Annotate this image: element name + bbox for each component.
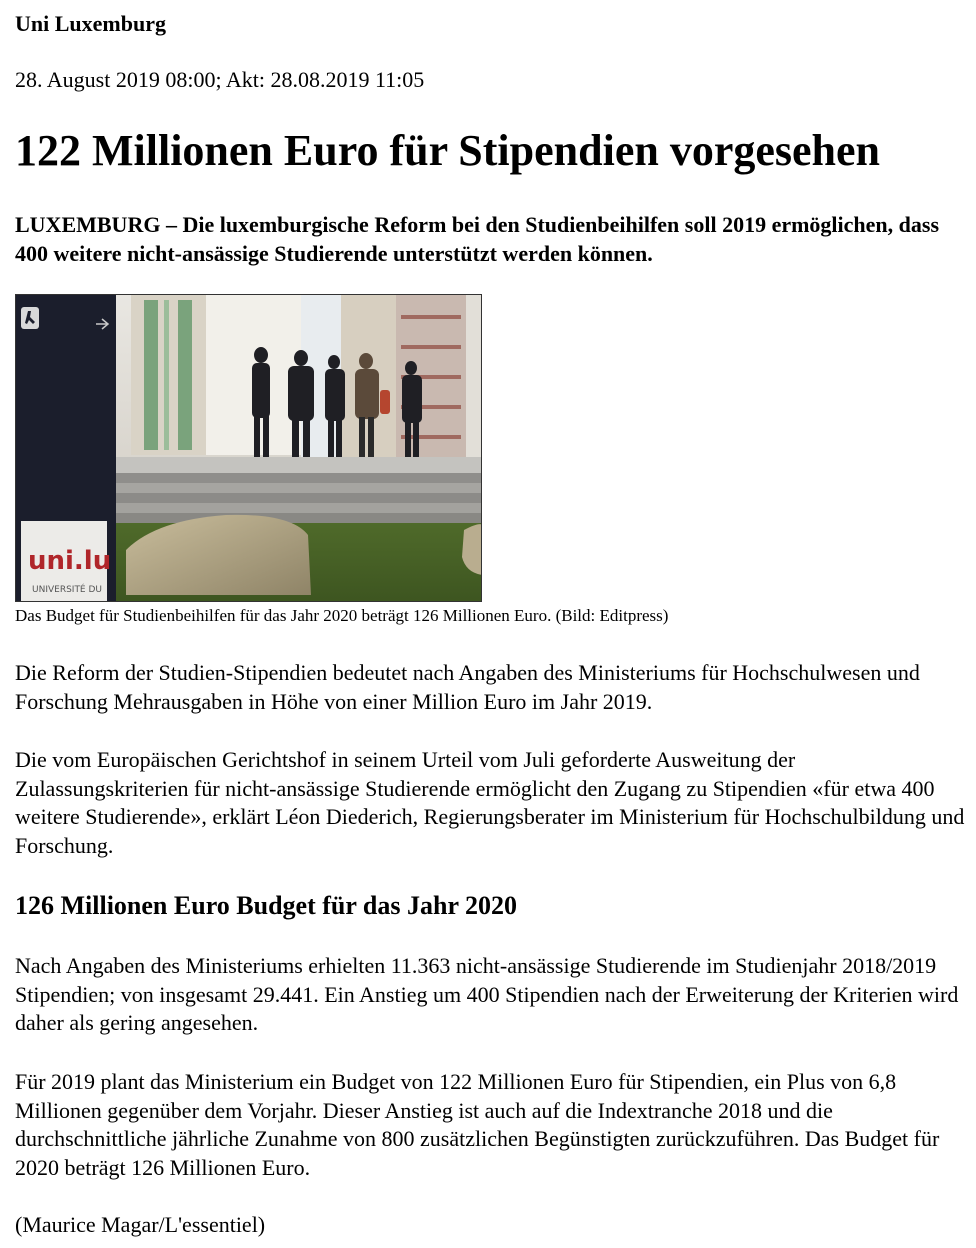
byline: (Maurice Magar/L'essentiel)	[15, 1212, 266, 1237]
body-paragraph: Für 2019 plant das Ministerium ein Budget von 122 Millionen Euro für Stipendien, ein Plus von 6,8 Millionen gegenüber dem Vorjahr. Dieser Anstieg ist auch auf die Indextranche 2018 und die durchschnittliche jährliche Zunahme von 800 zusätzlichen Begünstigten zurückzuführen. Das Budget für 2020 beträgt 126 Millionen Euro.	[15, 1069, 940, 1180]
article-photo	[15, 294, 482, 602]
lead-paragraph: LUXEMBURG – Die luxemburgische Reform bei den Studienbeihilfen soll 2019 ermöglichen, dass 400 weitere nicht-ansässige Studierende unterstützt werden können.	[15, 212, 940, 266]
subheading: 126 Millionen Euro Budget für das Jahr 2020	[15, 891, 518, 920]
headline: 122 Millionen Euro für Stipendien vorgesehen	[15, 126, 881, 175]
section-label: Uni Luxemburg	[15, 11, 166, 36]
body-paragraph: Die Reform der Studien-Stipendien bedeutet nach Angaben des Ministeriums für Hochschulwesen und Forschung Mehrausgaben in Höhe von einer Million Euro im Jahr 2019.	[15, 660, 920, 714]
body-paragraph: Nach Angaben des Ministeriums erhielten 11.363 nicht-ansässige Studierende im Studienjahr 2018/2019 Stipendien; von insgesamt 29.441. Ein Anstieg um 400 Stipendien nach der Erweiterung der Kriterien wird daher als gering angesehen.	[15, 953, 959, 1035]
dateline: 28. August 2019 08:00; Akt: 28.08.2019 11:05	[15, 67, 425, 92]
sign-subtext: UNIVERSITÉ DU	[32, 585, 103, 595]
sign-logo: uni.lu	[28, 546, 112, 576]
image-caption: Das Budget für Studienbeihilfen für das Jahr 2020 beträgt 126 Millionen Euro. (Bild: Editpress)	[15, 606, 669, 625]
body-paragraph: Die vom Europäischen Gerichtshof in seinem Urteil vom Juli geforderte Ausweitung der Zulassungskriterien für nicht-ansässige Studierende ermöglicht den Zugang zu Stipendien «für etwa 400 weitere Studierende», erklärt Léon Diederich, Regierungsberater im Ministerium für Hochschulbildung und Forschung.	[15, 747, 965, 858]
